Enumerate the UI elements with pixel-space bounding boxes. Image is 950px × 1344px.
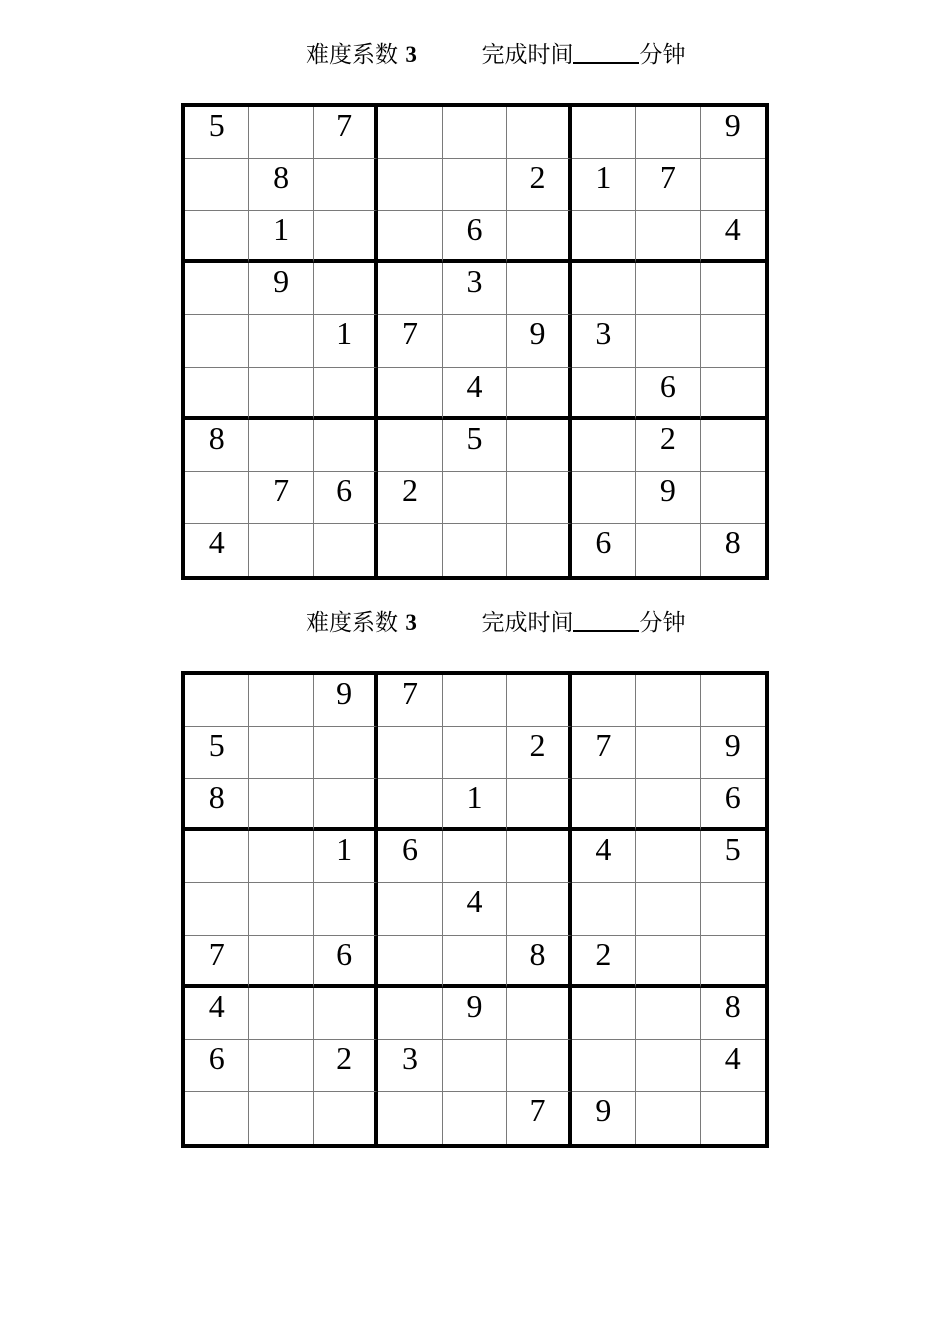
- sudoku-cell[interactable]: [185, 472, 249, 524]
- sudoku-cell[interactable]: [443, 315, 507, 367]
- sudoku-cell[interactable]: [249, 107, 313, 159]
- sudoku-cell[interactable]: [636, 727, 700, 779]
- sudoku-cell[interactable]: [443, 675, 507, 727]
- sudoku-cell[interactable]: [701, 936, 765, 988]
- sudoku-cell[interactable]: 2: [507, 727, 571, 779]
- sudoku-cell[interactable]: [701, 675, 765, 727]
- sudoku-cell[interactable]: 8: [701, 988, 765, 1040]
- sudoku-cell[interactable]: [249, 368, 313, 420]
- time-unit: 分钟: [639, 610, 686, 636]
- sudoku-cell[interactable]: 3: [378, 1040, 442, 1092]
- sudoku-cell[interactable]: [572, 472, 636, 524]
- sudoku-cell[interactable]: [701, 1092, 765, 1144]
- sudoku-cell[interactable]: 9: [507, 315, 571, 367]
- sudoku-cell[interactable]: [572, 420, 636, 472]
- sudoku-cell[interactable]: [507, 107, 571, 159]
- sudoku-cell[interactable]: [249, 1092, 313, 1144]
- sudoku-cell[interactable]: 3: [572, 315, 636, 367]
- sudoku-cell[interactable]: [249, 988, 313, 1040]
- sudoku-cell[interactable]: 5: [185, 107, 249, 159]
- sudoku-cell[interactable]: 6: [314, 472, 378, 524]
- sudoku-cell[interactable]: 2: [378, 472, 442, 524]
- sudoku-cell[interactable]: 9: [249, 263, 313, 315]
- sudoku-cell[interactable]: [443, 1040, 507, 1092]
- sudoku-cell[interactable]: [636, 988, 700, 1040]
- sudoku-cell[interactable]: 2: [507, 159, 571, 211]
- sudoku-cell[interactable]: 6: [636, 368, 700, 420]
- sudoku-cell[interactable]: [572, 988, 636, 1040]
- sudoku-cell[interactable]: 9: [572, 1092, 636, 1144]
- sudoku-cell[interactable]: 4: [185, 524, 249, 576]
- time-unit: 分钟: [639, 42, 686, 68]
- sudoku-cell[interactable]: 7: [572, 727, 636, 779]
- sudoku-cell[interactable]: [636, 211, 700, 263]
- sudoku-cell[interactable]: [185, 315, 249, 367]
- sudoku-cell[interactable]: [636, 1040, 700, 1092]
- sudoku-cell[interactable]: 2: [572, 936, 636, 988]
- sudoku-cell[interactable]: [701, 368, 765, 420]
- sudoku-cell[interactable]: [378, 779, 442, 831]
- sudoku-cell[interactable]: 1: [572, 159, 636, 211]
- time-blank: [573, 629, 639, 632]
- sudoku-cell[interactable]: [636, 779, 700, 831]
- sudoku-cell[interactable]: [443, 524, 507, 576]
- sudoku-cell[interactable]: [507, 883, 571, 935]
- sudoku-cell[interactable]: 8: [185, 420, 249, 472]
- sudoku-cell[interactable]: 6: [443, 211, 507, 263]
- sudoku-cell[interactable]: 8: [724, 523, 741, 560]
- sudoku-cell[interactable]: [507, 1040, 571, 1092]
- sudoku-cell[interactable]: 4: [701, 1040, 765, 1092]
- sudoku-cell[interactable]: 8: [507, 936, 571, 988]
- sudoku-cell[interactable]: [572, 263, 636, 315]
- sudoku-grid-2: [181, 671, 769, 1148]
- sudoku-cell[interactable]: [443, 1092, 507, 1144]
- sudoku-cell[interactable]: 5: [443, 420, 507, 472]
- sudoku-cell[interactable]: [378, 524, 442, 576]
- sudoku-cell[interactable]: [185, 368, 249, 420]
- sudoku-cell[interactable]: [249, 1040, 313, 1092]
- sudoku-cell[interactable]: 4: [443, 368, 507, 420]
- sudoku-cell[interactable]: 5: [701, 831, 765, 883]
- sudoku-cell[interactable]: [185, 211, 249, 263]
- sudoku-cell[interactable]: [443, 831, 507, 883]
- sudoku-cell[interactable]: 7: [378, 315, 442, 367]
- sudoku-cell[interactable]: [185, 831, 249, 883]
- sudoku-cell[interactable]: [443, 159, 507, 211]
- sudoku-cell[interactable]: 7: [378, 675, 442, 727]
- sudoku-cell[interactable]: [572, 883, 636, 935]
- sudoku-cell[interactable]: [507, 779, 571, 831]
- sudoku-cell[interactable]: 4: [572, 831, 636, 883]
- sudoku-cell[interactable]: [378, 420, 442, 472]
- sudoku-cell[interactable]: 7: [314, 107, 378, 159]
- difficulty-label: 难度系数: [306, 42, 398, 68]
- sudoku-cell[interactable]: 1: [314, 831, 378, 883]
- sudoku-cell[interactable]: [314, 211, 378, 263]
- puzzle-2-header: [306, 604, 685, 637]
- sudoku-cell[interactable]: 7: [185, 936, 249, 988]
- sudoku-cell[interactable]: [249, 524, 313, 576]
- sudoku-cell[interactable]: [314, 159, 378, 211]
- sudoku-cell[interactable]: 8: [249, 159, 313, 211]
- sudoku-cell[interactable]: [314, 263, 378, 315]
- difficulty-value: 3: [405, 610, 417, 635]
- sudoku-cell[interactable]: [507, 211, 571, 263]
- difficulty-value: 3: [405, 42, 417, 67]
- sudoku-cell[interactable]: [378, 211, 442, 263]
- sudoku-cell[interactable]: [185, 263, 249, 315]
- sudoku-cell[interactable]: 6: [185, 1040, 249, 1092]
- sudoku-cell[interactable]: [701, 315, 765, 367]
- sudoku-cell[interactable]: [636, 524, 700, 576]
- sudoku-cell[interactable]: [636, 107, 700, 159]
- sudoku-cell[interactable]: 6: [378, 831, 442, 883]
- sudoku-cell[interactable]: [249, 936, 313, 988]
- sudoku-cell[interactable]: [507, 472, 571, 524]
- sudoku-cell[interactable]: 6: [701, 779, 765, 831]
- sudoku-cell[interactable]: [378, 263, 442, 315]
- sudoku-cell[interactable]: [636, 936, 700, 988]
- sudoku-cell[interactable]: [507, 368, 571, 420]
- sudoku-cell[interactable]: [572, 779, 636, 831]
- sudoku-cell[interactable]: [378, 727, 442, 779]
- sudoku-cell[interactable]: [249, 779, 313, 831]
- sudoku-cell[interactable]: [378, 883, 442, 935]
- sudoku-cell[interactable]: [185, 159, 249, 211]
- sudoku-cell[interactable]: [507, 675, 571, 727]
- sudoku-cell[interactable]: [636, 675, 700, 727]
- sudoku-cell[interactable]: [185, 883, 249, 935]
- difficulty-label: 难度系数: [306, 610, 398, 636]
- sudoku-cell[interactable]: [572, 1040, 636, 1092]
- sudoku-cell[interactable]: [249, 675, 313, 727]
- sudoku-cell[interactable]: 9: [443, 988, 507, 1040]
- sudoku-cell[interactable]: [314, 368, 378, 420]
- sudoku-cell[interactable]: [507, 524, 571, 576]
- time-label: 完成时间: [481, 610, 574, 636]
- sudoku-cell[interactable]: [572, 107, 636, 159]
- sudoku-cell[interactable]: 7: [507, 1092, 571, 1144]
- sudoku-cell[interactable]: 7: [249, 472, 313, 524]
- sudoku-cell[interactable]: [314, 524, 378, 576]
- sudoku-cell[interactable]: [443, 727, 507, 779]
- sudoku-cell[interactable]: 1: [249, 211, 313, 263]
- sudoku-cell[interactable]: [701, 472, 765, 524]
- sudoku-cell[interactable]: 9: [314, 675, 378, 727]
- sudoku-cell[interactable]: [249, 883, 313, 935]
- sudoku-cell[interactable]: 1: [314, 315, 378, 367]
- time-label: 完成时间: [481, 42, 574, 68]
- sudoku-cell[interactable]: 8: [185, 779, 249, 831]
- sudoku-cell[interactable]: [636, 263, 700, 315]
- sudoku-cell[interactable]: 2: [636, 420, 700, 472]
- sudoku-cell[interactable]: [378, 988, 442, 1040]
- sudoku-cell[interactable]: [378, 159, 442, 211]
- sudoku-cell[interactable]: 4: [701, 211, 765, 263]
- sudoku-cell[interactable]: 4: [185, 988, 249, 1040]
- sudoku-cell[interactable]: [249, 727, 313, 779]
- sudoku-cell[interactable]: [701, 883, 765, 935]
- sudoku-cell[interactable]: 4: [443, 883, 507, 935]
- sudoku-cell[interactable]: 3: [443, 263, 507, 315]
- sudoku-cell[interactable]: [314, 883, 378, 935]
- sudoku-cell[interactable]: [636, 883, 700, 935]
- sudoku-cell[interactable]: [443, 472, 507, 524]
- sudoku-cell[interactable]: 9: [636, 472, 700, 524]
- sudoku-cell[interactable]: [185, 1092, 249, 1144]
- sudoku-cell[interactable]: [701, 159, 765, 211]
- sudoku-cell[interactable]: 9: [701, 107, 765, 159]
- sudoku-cell[interactable]: [249, 420, 313, 472]
- sudoku-cell[interactable]: [701, 420, 765, 472]
- sudoku-cell[interactable]: [378, 936, 442, 988]
- time-blank: [573, 61, 639, 64]
- sudoku-cell[interactable]: 1: [443, 779, 507, 831]
- sudoku-cell[interactable]: [378, 107, 442, 159]
- sudoku-cell[interactable]: [314, 420, 378, 472]
- sudoku-cell[interactable]: 2: [314, 1040, 378, 1092]
- sudoku-cell[interactable]: [378, 368, 442, 420]
- sudoku-cell[interactable]: [314, 1092, 378, 1144]
- sudoku-cell[interactable]: [443, 107, 507, 159]
- sudoku-cell[interactable]: [507, 420, 571, 472]
- sudoku-cell[interactable]: 6: [572, 524, 636, 576]
- sudoku-cell[interactable]: [701, 263, 765, 315]
- sudoku-cell[interactable]: 5: [185, 727, 249, 779]
- sudoku-cell[interactable]: [314, 988, 378, 1040]
- sudoku-cell[interactable]: [636, 315, 700, 367]
- sudoku-cell[interactable]: 6: [314, 936, 378, 988]
- sudoku-cell[interactable]: [314, 727, 378, 779]
- sudoku-cell[interactable]: [572, 675, 636, 727]
- sudoku-cell[interactable]: 9: [701, 727, 765, 779]
- sudoku-cell[interactable]: [314, 779, 378, 831]
- puzzle-1-header: [306, 36, 685, 69]
- sudoku-cell[interactable]: 7: [636, 159, 700, 211]
- sudoku-cell[interactable]: [636, 831, 700, 883]
- sudoku-cell[interactable]: [572, 368, 636, 420]
- sudoku-cell[interactable]: [507, 263, 571, 315]
- sudoku-grid-1: [181, 103, 769, 580]
- sudoku-cell[interactable]: [572, 211, 636, 263]
- sudoku-cell[interactable]: [507, 988, 571, 1040]
- sudoku-cell[interactable]: [185, 675, 249, 727]
- sudoku-cell[interactable]: [636, 1092, 700, 1144]
- sudoku-cell[interactable]: [378, 1092, 442, 1144]
- sudoku-cell[interactable]: [249, 315, 313, 367]
- sudoku-cell[interactable]: [507, 831, 571, 883]
- sudoku-cell[interactable]: [249, 831, 313, 883]
- sudoku-cell[interactable]: [443, 936, 507, 988]
